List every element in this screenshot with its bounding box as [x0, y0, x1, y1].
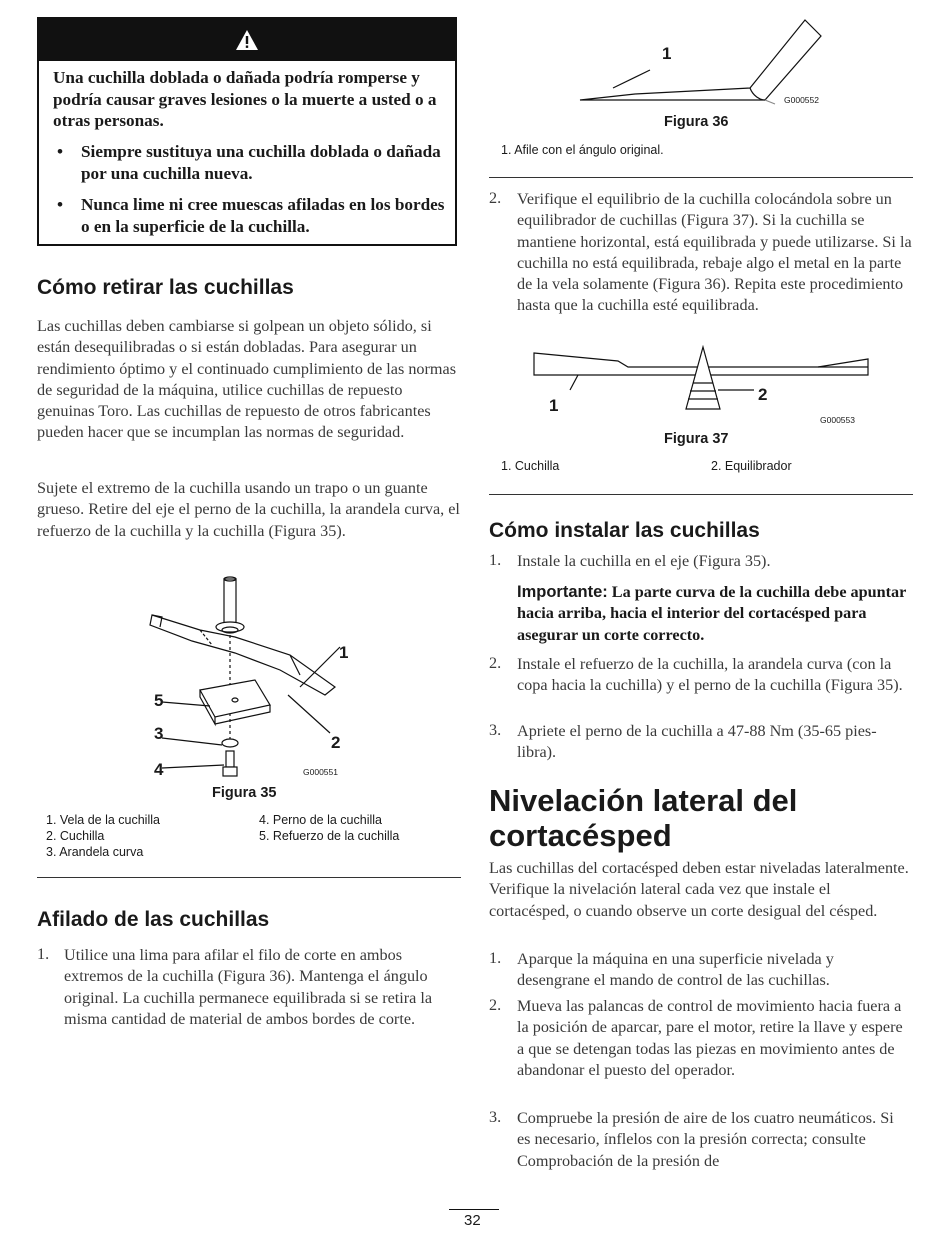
important-text: La parte curva de la cuchilla debe apuntar hacia arriba, hacia el interior del cortacésped para asegurar un corte correcto. [517, 583, 907, 644]
figure-35-blade-assembly-illustration [140, 575, 380, 785]
figure-35-callout-1: 1 [339, 643, 349, 662]
heading-install-blades: Cómo instalar las cuchillas [489, 519, 760, 542]
install-step-3: Apriete el perno de la cuchilla a 47-88 Nm (35-65 pies-libra). [517, 722, 877, 762]
figure-36-callout-1: 1 [662, 44, 672, 63]
sharpen-step-2: Verifique el equilibrio de la cuchilla colocándola sobre un equilibrador de cuchillas (Figura 37). Si la cuchilla se mantiene horizontal, está equilibrada y puede utilizarse. Si la cuchilla no está equilibrada, rebaje algo el metal en la parte de la vela solamente (Figura 36). Repita este procedimiento hasta que la cuchilla esté equilibrada. [517, 190, 912, 315]
list-number: 1. [37, 945, 50, 963]
warning-list [53, 141, 448, 247]
sharpen-step-1: Utilice una lima para afilar el filo de corte en ambos extremos de la cuchilla (Figura 36). Mantenga el ángulo original. La cuchilla permanece equilibrada si se retira la misma cantidad de material de ambos bordes de corte. [64, 946, 433, 1028]
figure-35-legend-left [46, 812, 160, 860]
figure-35-code: G000551 [303, 767, 338, 777]
figure-37-caption: Figura 37 [664, 431, 729, 447]
warning-triangle-icon [235, 29, 259, 51]
warning-bullet: • Nunca lime ni cree muescas afiladas en los bordes o en la superficie de la cuchilla. [53, 194, 448, 237]
list-number: 3. [489, 1108, 502, 1126]
heading-side-leveling [489, 783, 797, 853]
important-note [517, 582, 913, 646]
legend-item: 3. Arandela curva [46, 845, 144, 859]
warning-bullet: • Siempre sustituya una cuchilla doblada o dañada por una cuchilla nueva. [53, 141, 448, 184]
list-number: 2. [489, 654, 502, 672]
figure-35-callout-2: 2 [331, 733, 341, 752]
figure-37-callout-1: 1 [549, 396, 559, 415]
section-divider [489, 177, 913, 178]
figure-36-caption: Figura 36 [664, 114, 729, 130]
legend-item: 2. Cuchilla [46, 829, 105, 843]
warning-intro: Una cuchilla doblada o dañada podría romperse y podría causar graves lesiones o la muerte a usted o a otras personas. [53, 68, 437, 130]
legend-item: 4. Perno de la cuchilla [259, 813, 382, 827]
remove-paragraph-2: Sujete el extremo de la cuchilla usando un trapo o un guante grueso. Retire del eje el perno de la cuchilla, la arandela curva, el refuerzo de la cuchilla y la cuchilla (Figura 35). [37, 479, 460, 540]
warning-header-bar [39, 19, 455, 61]
warning-box [37, 17, 457, 246]
heading-remove-blades: Cómo retirar las cuchillas [37, 276, 294, 299]
page-number: 32 [464, 1212, 481, 1229]
important-label: Importante: [517, 583, 608, 601]
figure-35-callout-3: 3 [154, 724, 164, 743]
figure-37-code: G000553 [820, 415, 855, 425]
figure-35-callout-5: 5 [154, 691, 164, 710]
figure-35-callout-4: 4 [154, 760, 164, 779]
figure-37-callout-2: 2 [758, 385, 768, 404]
list-number: 3. [489, 721, 502, 739]
page-number-rule [449, 1209, 499, 1210]
figure-37-balancer-illustration [528, 345, 873, 415]
remove-paragraph-1: Las cuchillas deben cambiarse si golpean un objeto sólido, si están desequilibradas o si están dobladas. Para asegurar un rendimiento óptimo y el continuado cumplimiento de las normas de seguridad de la máquina, utilice cuchillas de repuesto genuinas Toro. Las cuchillas de repuesto de otros fabricantes pueden hacer que se incumplan las normas de seguridad. [37, 317, 456, 442]
leveling-step-3: Compruebe la presión de aire de los cuatro neumáticos. Si es necesario, ínflelos con la presión correcta; consulte Comprobación de la presión de [517, 1109, 894, 1170]
figure-35-legend-right [259, 812, 399, 844]
legend-item: 5. Refuerzo de la cuchilla [259, 829, 400, 843]
heading-line-1: Nivelación lateral del [489, 783, 798, 818]
figure-37-legend-right: 2. Equilibrador [711, 459, 792, 473]
heading-sharpen-blades: Afilado de las cuchillas [37, 908, 270, 931]
install-step-1: Instale la cuchilla en el eje (Figura 35). [517, 552, 771, 570]
install-step-2: Instale el refuerzo de la cuchilla, la arandela curva (con la copa hacia la cuchilla) y el perno de la cuchilla (Figura 35). [517, 655, 903, 695]
section-divider [37, 877, 461, 878]
figure-35-caption: Figura 35 [212, 785, 277, 801]
leveling-step-2: Mueva las palancas de control de movimiento hacia fuera a la posición de aparcar, pare el motor, retire la llave y espere a que se detengan todas las piezas en movimiento antes de abandonar el puesto del operador. [517, 997, 903, 1079]
legend-item: 1. Vela de la cuchilla [46, 813, 160, 827]
section-divider [489, 494, 913, 495]
figure-37-legend-left: 1. Cuchilla [501, 459, 560, 473]
list-number: 2. [489, 189, 502, 207]
leveling-paragraph: Las cuchillas del cortacésped deben estar niveladas lateralmente. Verifique la nivelación lateral cada vez que instale el cortacésped, o cuando observe un corte desigual del césped. [489, 859, 909, 920]
figure-36-code: G000552 [784, 95, 819, 105]
leveling-step-1: Aparque la máquina en una superficie nivelada y desengrane el mando de control de las cuchillas. [517, 950, 834, 990]
list-number: 1. [489, 949, 502, 967]
heading-line-2: cortacésped [489, 818, 672, 853]
figure-36-legend: 1. Afile con el ángulo original. [501, 143, 664, 157]
list-number: 1. [489, 551, 502, 569]
list-number: 2. [489, 996, 502, 1014]
